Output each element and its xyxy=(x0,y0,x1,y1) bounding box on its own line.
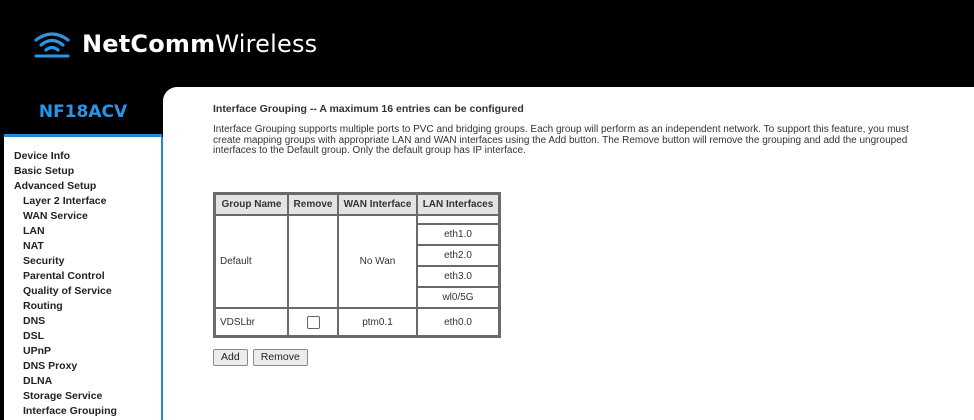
add-button[interactable]: Add xyxy=(213,349,248,366)
sidebar-item-basic-setup[interactable]: Basic Setup xyxy=(14,165,75,177)
sidebar-item-nat[interactable]: NAT xyxy=(23,240,44,252)
lan-interface-default: eth1.0 xyxy=(417,224,499,245)
remove-button[interactable]: Remove xyxy=(253,349,308,366)
sidebar-item-dns[interactable]: DNS xyxy=(23,315,46,327)
table-row-vdslbr xyxy=(215,308,499,336)
button-bar xyxy=(213,349,308,366)
lan-interface-default: eth3.0 xyxy=(417,266,499,287)
remove-cell-default xyxy=(288,215,338,308)
model-box xyxy=(4,88,162,137)
group-name-default: Default xyxy=(215,215,288,308)
wan-interface-default: No Wan xyxy=(338,215,417,308)
sidebar-item-storage-service[interactable]: Storage Service xyxy=(23,390,103,402)
sidebar-item-routing[interactable]: Routing xyxy=(23,300,63,312)
brand-name xyxy=(82,30,317,58)
header-remove: Remove xyxy=(288,194,338,215)
lan-interface-default: eth2.0 xyxy=(417,245,499,266)
sidebar-item-advanced-setup[interactable]: Advanced Setup xyxy=(14,180,97,192)
remove-cell-vdslbr xyxy=(288,308,338,336)
table-row-default xyxy=(215,215,499,224)
interface-grouping-table xyxy=(213,192,501,338)
main-content xyxy=(163,87,974,420)
sidebar-item-dns-proxy[interactable]: DNS Proxy xyxy=(23,360,78,372)
lan-interface-empty xyxy=(417,215,499,224)
model-name: NF18ACV xyxy=(38,102,128,122)
sidebar-menu xyxy=(4,137,161,419)
lan-interface-vdslbr: eth0.0 xyxy=(417,308,499,336)
wifi-logo-icon xyxy=(30,26,74,62)
netcomm-logo[interactable] xyxy=(30,24,330,64)
sidebar-item-dlna[interactable]: DLNA xyxy=(23,375,53,387)
sidebar-item-parental-control[interactable]: Parental Control xyxy=(23,270,105,282)
table-header-row xyxy=(215,194,499,215)
sidebar-item-layer-2-interface[interactable]: Layer 2 Interface xyxy=(23,195,107,207)
sidebar-item-dsl[interactable]: DSL xyxy=(23,330,44,342)
sidebar-item-wan-service[interactable]: WAN Service xyxy=(23,210,88,222)
page-description: Interface Grouping supports multiple ports to PVC and bridging groups. Each group will perform as an independent network. To support this feature, you must create mapping groups with appropriate LAN and WAN interfaces using the Add button. The Remove button will remove the grouping and add the ungrouped interfaces to the Default group. Only the default group has IP interface. xyxy=(213,124,909,156)
brand-bold: NetComm xyxy=(82,30,216,58)
sidebar-item-upnp[interactable]: UPnP xyxy=(23,345,52,357)
header xyxy=(0,0,974,90)
sidebar xyxy=(4,137,163,420)
sidebar-item-interface-grouping[interactable]: Interface Grouping xyxy=(23,405,117,417)
sidebar-item-quality-of-service[interactable]: Quality of Service xyxy=(23,285,112,297)
header-group-name: Group Name xyxy=(215,194,288,215)
group-name-vdslbr: VDSLbr xyxy=(215,308,288,336)
header-lan-interfaces: LAN Interfaces xyxy=(417,194,499,215)
sidebar-item-security[interactable]: Security xyxy=(23,255,65,267)
sidebar-item-lan[interactable]: LAN xyxy=(23,225,45,237)
page-title: Interface Grouping -- A maximum 16 entries can be configured xyxy=(213,103,524,115)
sidebar-item-device-info[interactable]: Device Info xyxy=(14,150,71,162)
brand-light: Wireless xyxy=(215,30,318,58)
wan-interface-vdslbr: ptm0.1 xyxy=(338,308,417,336)
lan-interface-default: wl0/5G xyxy=(417,287,499,308)
header-wan-interface: WAN Interface xyxy=(338,194,417,215)
remove-checkbox-vdslbr[interactable] xyxy=(307,316,320,329)
